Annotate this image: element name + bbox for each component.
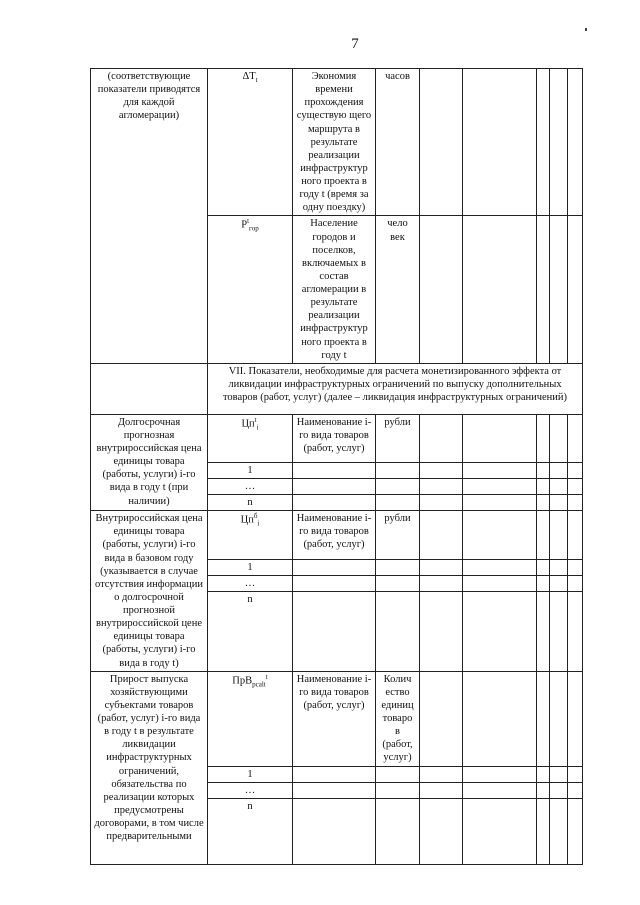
table-row bbox=[91, 414, 583, 462]
empty-cell bbox=[420, 495, 463, 511]
empty-cell bbox=[420, 782, 463, 798]
page-number: 7 bbox=[351, 36, 359, 52]
empty-cell bbox=[463, 671, 537, 766]
table-row bbox=[91, 69, 583, 216]
empty-cell bbox=[293, 478, 376, 494]
empty-cell bbox=[376, 576, 420, 592]
empty-cell bbox=[420, 511, 463, 560]
empty-cell bbox=[537, 671, 550, 766]
table-row bbox=[91, 511, 583, 560]
empty-cell bbox=[293, 559, 376, 575]
empty-cell bbox=[376, 766, 420, 782]
unit-cell: Колич ество единиц товаро в (работ, услуг) bbox=[376, 671, 420, 766]
symbol-cell: ПрВ$_{рсalt}^t$ bbox=[208, 671, 293, 766]
sub-row-label: … bbox=[208, 478, 293, 494]
empty-cell bbox=[420, 462, 463, 478]
empty-cell bbox=[550, 478, 568, 494]
empty-cell bbox=[568, 478, 583, 494]
empty-cell bbox=[420, 766, 463, 782]
section-heading: VII. Показатели, необходимые для расчета монетизированного эффекта от ликвидации инфраструктурных ограничений по выпуску дополнительных товаров (работ, услуг) (далее – ликвидация инфраструктурных ограничений) bbox=[208, 363, 583, 414]
empty-cell bbox=[568, 766, 583, 782]
empty-cell bbox=[463, 216, 537, 363]
empty-cell bbox=[293, 462, 376, 478]
name-cell: Наименование i-го вида товаров (работ, услуг) bbox=[293, 671, 376, 766]
empty-cell bbox=[568, 511, 583, 560]
empty-cell bbox=[550, 511, 568, 560]
empty-cell bbox=[463, 478, 537, 494]
empty-cell bbox=[463, 69, 537, 216]
empty-cell bbox=[293, 576, 376, 592]
symbol-cell: $Цп^t_i$ bbox=[208, 414, 293, 462]
symbol-cell: $\Delta T_t$ bbox=[208, 69, 293, 216]
empty-cell bbox=[420, 576, 463, 592]
empty-cell bbox=[550, 495, 568, 511]
sub-row-label: n bbox=[208, 592, 293, 671]
empty-cell bbox=[568, 576, 583, 592]
indicator-cell: Долгосрочная прогнозная внутрироссийская цена единицы товара (работы, услуги) i-го вида в году t (при наличии) bbox=[91, 414, 208, 510]
symbol-cell: $P^t_{гор}$ bbox=[208, 216, 293, 363]
empty-cell bbox=[550, 462, 568, 478]
name-cell: Население городов и поселков, включаемых в состав агломерации в результате реализации инфраструктур ного проекта в году t bbox=[293, 216, 376, 363]
scan-speck bbox=[585, 28, 587, 31]
unit-cell: рубли bbox=[376, 414, 420, 462]
unit-cell: часов bbox=[376, 69, 420, 216]
empty-cell bbox=[550, 782, 568, 798]
empty-cell bbox=[568, 69, 583, 216]
empty-cell bbox=[568, 414, 583, 462]
empty-cell bbox=[537, 216, 550, 363]
sub-row-label: 1 bbox=[208, 559, 293, 575]
empty-cell bbox=[550, 592, 568, 671]
sub-row-label: … bbox=[208, 576, 293, 592]
sub-row-label: 1 bbox=[208, 766, 293, 782]
name-cell: Наименование i-го вида товаров (работ, услуг) bbox=[293, 511, 376, 560]
empty-cell bbox=[376, 592, 420, 671]
empty-cell bbox=[537, 462, 550, 478]
empty-cell bbox=[293, 782, 376, 798]
empty-cell bbox=[293, 592, 376, 671]
empty-cell bbox=[463, 592, 537, 671]
empty-cell bbox=[537, 511, 550, 560]
empty-cell bbox=[550, 414, 568, 462]
sub-row-label: … bbox=[208, 782, 293, 798]
empty-cell bbox=[463, 766, 537, 782]
empty-cell bbox=[568, 592, 583, 671]
empty-cell bbox=[537, 414, 550, 462]
empty-cell bbox=[91, 363, 208, 414]
empty-cell bbox=[420, 478, 463, 494]
empty-cell bbox=[550, 671, 568, 766]
empty-cell bbox=[537, 495, 550, 511]
indicator-cell: (соответствующие показатели приводятся для каждой агломерации) bbox=[91, 69, 208, 364]
indicators-table bbox=[90, 68, 583, 865]
empty-cell bbox=[537, 782, 550, 798]
empty-cell bbox=[550, 798, 568, 864]
empty-cell bbox=[293, 798, 376, 864]
name-cell: Экономия времени прохождения существую щего маршрута в результате реализации инфраструктур ного проекта в году t (время за одну поездку) bbox=[293, 69, 376, 216]
empty-cell bbox=[463, 782, 537, 798]
indicator-cell: Внутрироссийская цена единицы товара (работы, услуги) i-го вида в базовом году (указывается в случае отсутствия информации о долгосрочной прогнозной внутрироссийской цене единицы товара (работы, услуги) i-го вида в году t) bbox=[91, 511, 208, 672]
section-row bbox=[91, 363, 583, 414]
empty-cell bbox=[537, 798, 550, 864]
empty-cell bbox=[463, 462, 537, 478]
empty-cell bbox=[568, 216, 583, 363]
sub-row-label: 1 bbox=[208, 462, 293, 478]
unit-cell: чело век bbox=[376, 216, 420, 363]
empty-cell bbox=[463, 495, 537, 511]
empty-cell bbox=[537, 559, 550, 575]
empty-cell bbox=[550, 216, 568, 363]
empty-cell bbox=[550, 766, 568, 782]
empty-cell bbox=[293, 495, 376, 511]
empty-cell bbox=[420, 671, 463, 766]
empty-cell bbox=[568, 495, 583, 511]
empty-cell bbox=[568, 798, 583, 864]
empty-cell bbox=[537, 69, 550, 216]
empty-cell bbox=[463, 511, 537, 560]
empty-cell bbox=[376, 798, 420, 864]
empty-cell bbox=[537, 576, 550, 592]
empty-cell bbox=[537, 478, 550, 494]
empty-cell bbox=[420, 559, 463, 575]
empty-cell bbox=[376, 478, 420, 494]
empty-cell bbox=[463, 414, 537, 462]
empty-cell bbox=[463, 559, 537, 575]
empty-cell bbox=[376, 495, 420, 511]
empty-cell bbox=[420, 798, 463, 864]
empty-cell bbox=[376, 782, 420, 798]
empty-cell bbox=[376, 559, 420, 575]
empty-cell bbox=[537, 592, 550, 671]
empty-cell bbox=[420, 69, 463, 216]
table-row bbox=[91, 671, 583, 766]
empty-cell bbox=[376, 462, 420, 478]
empty-cell bbox=[463, 576, 537, 592]
empty-cell bbox=[568, 782, 583, 798]
empty-cell bbox=[568, 559, 583, 575]
empty-cell bbox=[463, 798, 537, 864]
empty-cell bbox=[568, 671, 583, 766]
name-cell: Наименование i-го вида товаров (работ, услуг) bbox=[293, 414, 376, 462]
empty-cell bbox=[568, 462, 583, 478]
symbol-cell: $Цп^б_i$ bbox=[208, 511, 293, 560]
empty-cell bbox=[550, 559, 568, 575]
empty-cell bbox=[420, 216, 463, 363]
empty-cell bbox=[420, 592, 463, 671]
sub-row-label: n bbox=[208, 495, 293, 511]
empty-cell bbox=[550, 69, 568, 216]
empty-cell bbox=[537, 766, 550, 782]
empty-cell bbox=[420, 414, 463, 462]
indicator-cell: Прирост выпуска хозяйствующими субъектами товаров (работ, услуг) i-го вида в году t в результате ликвидации инфраструктурных ограничений, обязательства по реализации которых предусмотрены договорами, в том числе предварительными bbox=[91, 671, 208, 864]
empty-cell bbox=[550, 576, 568, 592]
unit-cell: рубли bbox=[376, 511, 420, 560]
empty-cell bbox=[293, 766, 376, 782]
sub-row-label: n bbox=[208, 798, 293, 864]
